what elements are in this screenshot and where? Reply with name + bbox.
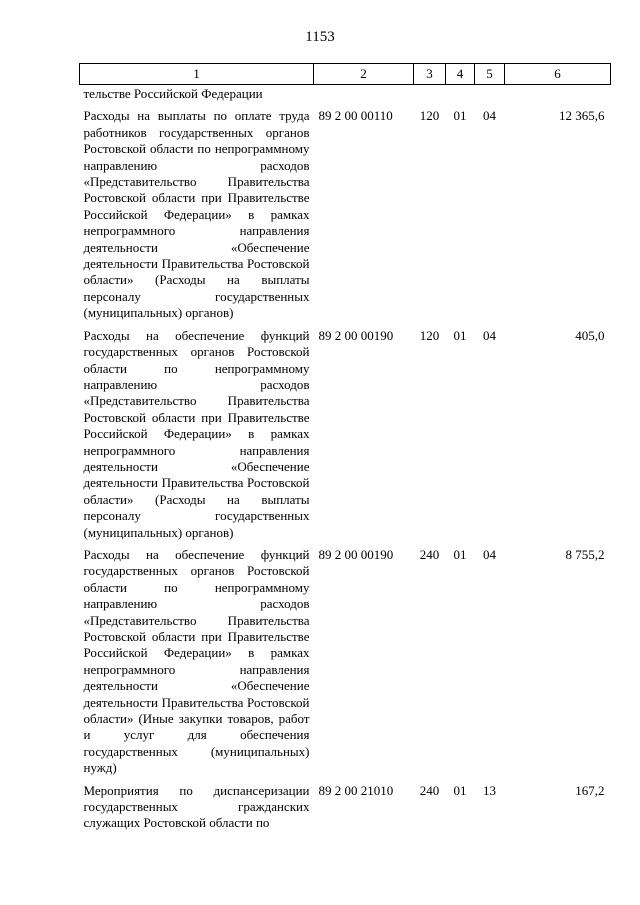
- row-expense-type: 240: [419, 546, 440, 562]
- row-amount: 8 755,2: [565, 546, 605, 562]
- header-col-2: 2: [314, 64, 414, 85]
- row-description: Расходы на обеспечение функций государственных органов Ростовской области по непрограммному направлению расходов «Представительство Правительства Ростовской области при Правительстве Российской Федерации» в рамках непрограммного направления деятельности «Обеспечение деятельности Правительства Ростовской области» (Иные закупки товаров, работ и услуг для обеспечения государственных (муниципальных) нужд): [83, 546, 310, 776]
- table-row: [80, 541, 611, 777]
- row-description: Расходы на выплаты по оплате труда работников государственных органов Ростовской области по непрограммному направлению расходов «Представительство Правительства Ростовской области при Правительстве Российской Федерации» в рамках непрограммного направления деятельности «Обеспечение деятельности Правительства Ростовской области» (Расходы на выплаты персоналу государственных (муниципальных) органов): [83, 108, 310, 321]
- row-subsection: 13: [483, 782, 496, 798]
- row-amount: 12 365,6: [559, 108, 605, 124]
- page-number: 1153: [305, 29, 335, 45]
- table-header-row: [80, 64, 611, 85]
- row-amount: 405,0: [575, 327, 605, 343]
- header-col-4: 4: [446, 64, 475, 85]
- header-col-6: 6: [505, 64, 611, 85]
- row-section: 01: [453, 108, 467, 124]
- row-subsection: 04: [483, 546, 496, 562]
- row-target-article: 89 2 00 00190: [318, 327, 394, 343]
- row-subsection: 04: [483, 108, 496, 124]
- row-target-article: 89 2 00 21010: [318, 782, 394, 798]
- row-expense-type: 120: [419, 108, 440, 124]
- row-section: 01: [453, 782, 467, 798]
- row-description: Расходы на обеспечение функций государственных органов Ростовской области по непрограммному направлению расходов «Представительство Правительства Ростовской области при Правительстве Российской Федерации» в рамках непрограммного направления деятельности «Обеспечение деятельности Правительства Ростовской области» (Расходы на выплаты персоналу государственных (муниципальных) органов): [83, 327, 310, 540]
- row-target-article: 89 2 00 00110: [318, 108, 393, 124]
- header-col-5: 5: [475, 64, 505, 85]
- table-row: [80, 777, 611, 832]
- table-row: [80, 102, 611, 321]
- header-col-1: 1: [80, 64, 314, 85]
- budget-table: [79, 63, 611, 832]
- row-expense-type: 120: [419, 327, 440, 343]
- table-row: [80, 322, 611, 541]
- row-section: 01: [453, 546, 467, 562]
- header-col-3: 3: [414, 64, 446, 85]
- row-target-article: 89 2 00 00190: [318, 546, 394, 562]
- continuation-text: тельстве Российской Федерации: [83, 86, 263, 101]
- row-description: Мероприятия по диспансеризации государственных гражданских служащих Ростовской области по: [83, 782, 310, 831]
- table-row-continuation: [80, 85, 611, 103]
- row-amount: 167,2: [575, 782, 605, 798]
- row-section: 01: [453, 327, 467, 343]
- row-expense-type: 240: [419, 782, 440, 798]
- row-subsection: 04: [483, 327, 496, 343]
